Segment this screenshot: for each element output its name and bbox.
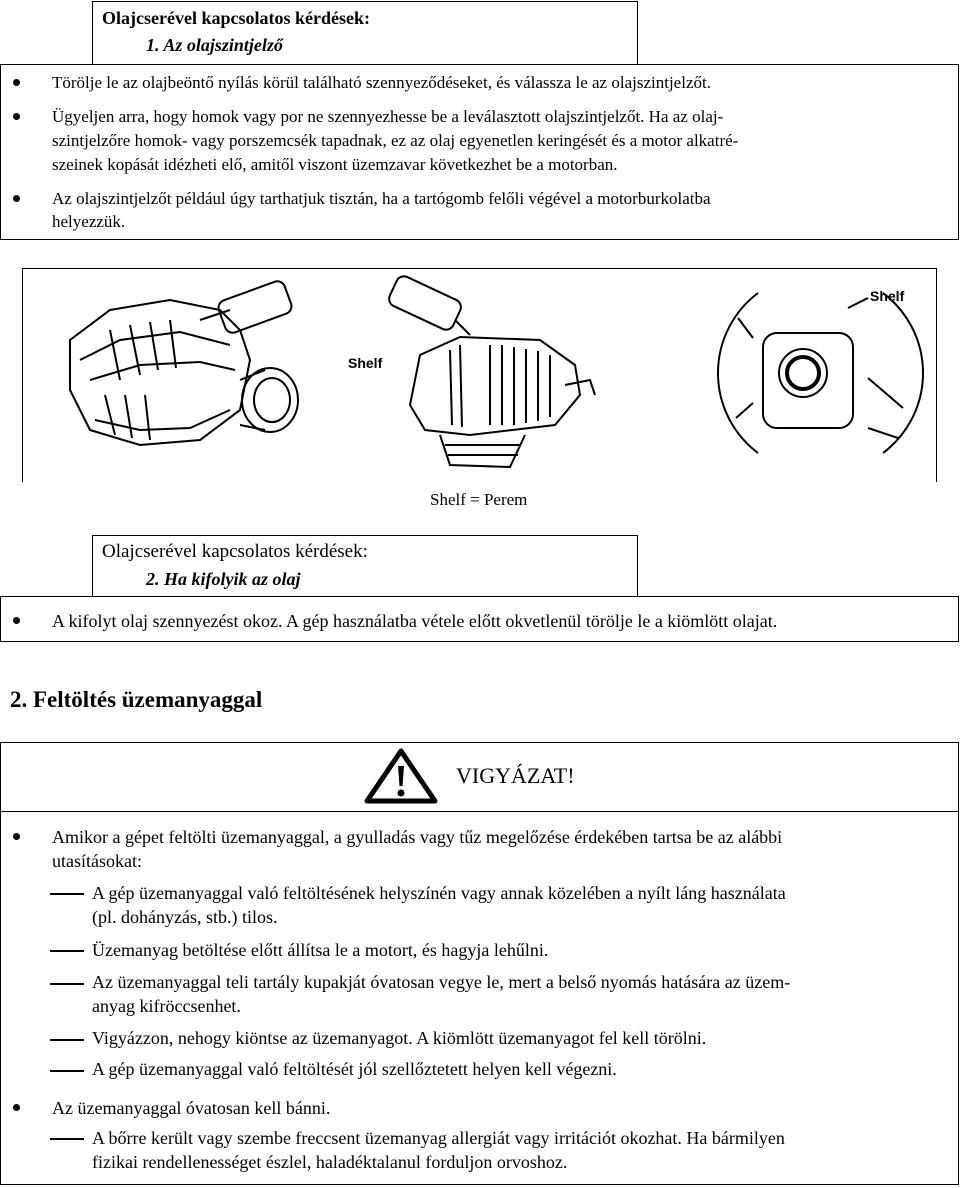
section1-bullet-2-line-3: szeinek kopását idézheti elő, amitől viszont üzemzavar következhet be a motorban. bbox=[52, 155, 618, 174]
warning-triangle-icon bbox=[364, 748, 438, 804]
warning-title: VIGYÁZAT! bbox=[456, 763, 575, 788]
section1-bullet-2-line-2: szintjelzőre homok- vagy porszemcsék tapadnak, ez az olaj egyenetlen keringését és a motor alkatré- bbox=[52, 131, 739, 150]
warning-dash-1-line-1: A gép üzemanyaggal való feltöltésének helyszínén vagy annak közelében a nyílt láng használata bbox=[92, 883, 786, 903]
dash-icon bbox=[50, 1138, 84, 1140]
section1-bullet-3-line-1: Az olajszintjelzőt például úgy tarthatjuk tisztán, ha a tartógomb felőli végével a motorburkolatba bbox=[52, 189, 711, 208]
dash-icon bbox=[50, 893, 84, 895]
section2-header-title: Olajcserével kapcsolatos kérdések: bbox=[102, 541, 368, 562]
dash-icon bbox=[50, 950, 84, 952]
bullet-icon bbox=[13, 833, 20, 840]
oil-gauge-detail-illustration bbox=[718, 278, 918, 463]
section1-bullet-1-line-1: Törölje le az olajbeöntő nyílás körül található szennyeződéseket, és válassza le az olajszintjelzőt. bbox=[52, 73, 711, 92]
warning-bullet-1-line-2: utasításokat: bbox=[52, 851, 142, 871]
shelf-label-middle: Shelf bbox=[348, 355, 383, 371]
warning-bullet-2: Az üzemanyaggal óvatosan kell bánni. bbox=[52, 1098, 331, 1118]
bullet-icon bbox=[13, 617, 20, 624]
bullet-icon bbox=[13, 1104, 20, 1111]
engine-middle-illustration bbox=[340, 275, 620, 475]
engine-left-illustration bbox=[50, 270, 330, 470]
warning-dash-1-line-2: (pl. dohányzás, stb.) tilos. bbox=[92, 907, 278, 927]
figure-caption: Shelf = Perem bbox=[430, 490, 528, 509]
dash-icon bbox=[50, 983, 84, 985]
bullet-icon bbox=[13, 195, 20, 202]
shelf-label-right: Shelf bbox=[870, 288, 905, 304]
warning-dash-2: Üzemanyag betöltése előtt állítsa le a motort, és hagyja lehűlni. bbox=[92, 940, 549, 960]
warning-dash-4: Vigyázzon, nehogy kiöntse az üzemanyagot. A kiömlött üzemanyagot fel kell törölni. bbox=[92, 1028, 707, 1048]
warning-dash-3-line-2: anyag kifröccsenhet. bbox=[92, 996, 241, 1016]
section1-bullet-3-line-2: helyezzük. bbox=[52, 212, 126, 231]
warning-dash-last-line-2: fizikai rendellenességet észlel, haladéktalanul forduljon orvoshoz. bbox=[92, 1152, 568, 1172]
warning-dash-3-line-1: Az üzemanyaggal teli tartály kupakját óvatosan vegye le, mert a belső nyomás hatására az üzem- bbox=[92, 972, 791, 992]
section1-header-subtitle: 1. Az olajszintjelző bbox=[146, 35, 283, 55]
section1-header-title: Olajcserével kapcsolatos kérdések: bbox=[102, 8, 370, 28]
warning-dash-last-line-1: A bőrre került vagy szembe freccsent üzemanyag allergiát vagy irritációt okozhat. Ha bármilyen bbox=[92, 1128, 785, 1148]
bullet-icon bbox=[13, 79, 20, 86]
bullet-icon bbox=[13, 113, 20, 120]
warning-bullet-1-line-1: Amikor a gépet feltölti üzemanyaggal, a gyulladás vagy tűz megelőzése érdekében tartsa be az alábbi bbox=[52, 827, 783, 847]
warning-dash-5: A gép üzemanyaggal való feltöltését jól szellőztetett helyen kell végezni. bbox=[92, 1059, 617, 1079]
section1-bullet-2-line-1: Ügyeljen arra, hogy homok vagy por ne szennyezhesse be a leválasztott olajszintjelzőt. Ha az olaj- bbox=[52, 107, 724, 126]
section2-bullet: A kifolyt olaj szennyezést okoz. A gép használatba vétele előtt okvetlenül törölje le a kiömlött olajat. bbox=[52, 611, 778, 631]
section-heading-fuel: 2. Feltöltés üzemanyaggal bbox=[10, 687, 263, 712]
dash-icon bbox=[50, 1070, 84, 1072]
dash-icon bbox=[50, 1039, 84, 1041]
section2-header-subtitle: 2. Ha kifolyik az olaj bbox=[146, 569, 301, 589]
